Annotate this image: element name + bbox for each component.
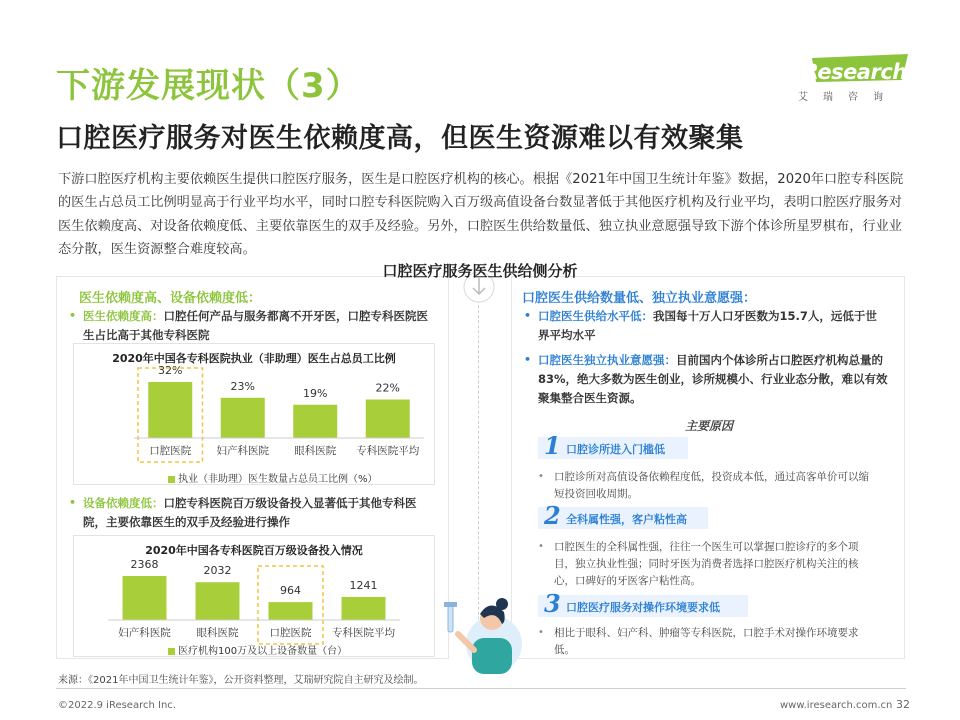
bullet-dot: •: [524, 353, 532, 366]
bar-妇产科医院: [221, 398, 265, 438]
intro-paragraph: 下游口腔医疗机构主要依赖医生提供口腔医疗服务，医生是口腔医疗机构的核心。根据《2021年中国卫生统计年鉴》数据，2020年口腔专科医院的医生占总员工比例明显高于行业平均水平，同时口腔专科医院购入百万级高值设备台数显著低于其他医疗机构及行业平均，表明口腔医疗服务对医生依赖度高、对设备依赖度低、主要依靠医生的双手及经验。另外，口腔医生供给数量低、独立执业意愿强导致下游个体诊所星罗棋布，行业业态分散，医生资源整合难度较高。: [58, 172, 904, 258]
doctor-illustration-icon: [430, 588, 526, 674]
right-bullet-2-key: 口腔医生独立执业意愿强：: [538, 353, 676, 367]
category-label-口腔医院: 口腔医院: [149, 445, 192, 457]
category-label-专科医院平均: 专科医院平均: [332, 627, 395, 639]
reason-3-header: [538, 589, 748, 618]
right-bullet-1: [538, 307, 888, 345]
reason-2-header: [538, 501, 708, 530]
chart-2-plot: [74, 536, 436, 658]
bar-口腔医院: [148, 382, 192, 438]
left-bullet-2-key: 设备依赖度低：: [83, 496, 164, 510]
value-label-妇产科医院: 2368: [130, 558, 159, 571]
reason-3-text: 相比于眼科、妇产科、肿瘤等专科医院，口腔手术对操作环境要求低。: [554, 627, 859, 656]
copyright: ©2022.9 iResearch Inc.: [58, 700, 176, 711]
chart-2-legend-label: 医疗机构100万及以上设备数量（台）: [178, 646, 348, 657]
value-label-口腔医院: 964: [280, 584, 301, 598]
reason-3-number: 3: [544, 589, 561, 618]
right-bullet-2: [538, 351, 888, 408]
left-bullet-1-text: 口腔任何产品与服务都离不开牙医，口腔专科医院医生占比高于其他专科医院: [83, 309, 428, 342]
bar-专科医院平均: [342, 597, 386, 620]
chart-2-legend: [168, 642, 347, 657]
category-label-妇产科医院: 妇产科医院: [118, 627, 171, 639]
page-title: 下游发展现状（3）: [56, 66, 361, 106]
reason-1-text: 口腔诊所对高值设备依赖程度低，投资成本低，通过高客单价可以缩短投资回收周期。: [554, 471, 869, 500]
value-label-口腔医院: 32%: [158, 364, 183, 377]
chart-1: [73, 343, 435, 485]
reason-3-label: 口腔医疗服务对操作环境要求低: [566, 601, 720, 614]
category-label-眼科医院: 眼科医院: [196, 627, 239, 639]
right-bullet-2-text: 目前国内个体诊所占口腔医疗机构总量的83%，绝大多数为医生创业，诊所规模小、行业业态分散，难以有效聚集整合医生资源。: [538, 353, 888, 405]
left-bullet-1: [83, 307, 438, 345]
category-label-妇产科医院: 妇产科医院: [216, 445, 269, 457]
value-label-妇产科医院: 23%: [230, 379, 255, 393]
chart-2: [73, 535, 435, 657]
legend-swatch: [168, 648, 175, 655]
page-subtitle: 口腔医疗服务对医生依赖度高，但医生资源难以有效聚集: [56, 123, 744, 154]
footer-divider: [56, 688, 906, 689]
chart-2-title: 2020年中国各专科医院百万级设备投入情况: [145, 544, 363, 557]
reason-2-text: 口腔医生的全科属性强，往往一个医生可以掌握口腔诊疗的多个项目，独立执业性强；同时牙医为消费者选择口腔医疗机构关注的核心，口碑好的牙医客户粘性高。: [554, 541, 859, 587]
page-number: 32: [896, 698, 910, 711]
left-panel: [56, 276, 449, 659]
logo-cn: 艾瑞咨询: [798, 92, 898, 103]
iresearch-logo: [792, 52, 912, 108]
reason-2-number: 2: [544, 501, 561, 530]
left-bullet-2: [83, 494, 438, 532]
chart-1-plot: [74, 344, 436, 486]
right-bullet-1-text: 我国每十万人口牙医数为15.7人，远低于世界平均水平: [538, 309, 877, 342]
section-title: 口腔医疗服务医生供给侧分析: [382, 262, 578, 280]
value-label-眼科医院: 2032: [203, 564, 232, 578]
website: www.iresearch.com.cn: [780, 700, 893, 711]
category-label-专科医院平均: 专科医院平均: [356, 445, 420, 457]
category-label-口腔医院: 口腔医院: [269, 627, 312, 639]
reason-dot: •: [538, 627, 544, 638]
left-bullet-2-text: 口腔专科医院百万级设备投入显著低于其他专科医院，主要依靠医生的双手及经验进行操作: [83, 496, 417, 529]
bullet-dot: •: [69, 309, 77, 322]
right-bullet-1-key: 口腔医生供给水平低：: [538, 309, 653, 323]
value-label-专科医院平均: 22%: [375, 381, 400, 395]
reason-dot: •: [538, 471, 544, 482]
category-label-眼科医院: 眼科医院: [294, 445, 337, 457]
value-label-眼科医院: 19%: [303, 386, 328, 400]
right-panel: [511, 276, 905, 659]
bar-口腔医院: [269, 602, 313, 620]
legend-swatch: [168, 476, 175, 483]
value-label-专科医院平均: 1241: [349, 578, 378, 592]
left-bullet-1-key: 医生依赖度高：: [83, 309, 164, 323]
bullet-dot: •: [69, 496, 77, 509]
chart-1-legend: [168, 470, 378, 485]
reason-1-header: [538, 431, 688, 460]
left-heading: 医生依赖度高、设备依赖度低：: [79, 291, 262, 306]
reason-2-label: 全科属性强，客户粘性高: [566, 513, 687, 526]
reason-1-label: 口腔诊所进入门槛低: [566, 443, 665, 456]
reasons-title: 主要原因: [684, 419, 733, 433]
bar-眼科医院: [293, 405, 337, 438]
bar-妇产科医院: [123, 576, 167, 620]
bar-专科医院平均: [366, 400, 410, 439]
bullet-dot: •: [524, 309, 532, 322]
reason-dot: •: [538, 541, 544, 552]
reason-1-number: 1: [544, 431, 561, 460]
chart-1-legend-label: 执业（非助理）医生数量占总员工比例（%）: [178, 474, 378, 485]
chart-1-title: 2020年中国各专科医院执业（非助理）医生占总员工比例: [112, 352, 396, 365]
source-note: 来源：《2021年中国卫生统计年鉴》，公开资料整理，艾瑞研究院自主研究及绘制。: [58, 675, 424, 686]
right-heading: 口腔医生供给数量低、独立执业意愿强：: [522, 291, 757, 306]
bar-眼科医院: [196, 582, 240, 620]
logo-text: iResearch: [796, 60, 907, 84]
